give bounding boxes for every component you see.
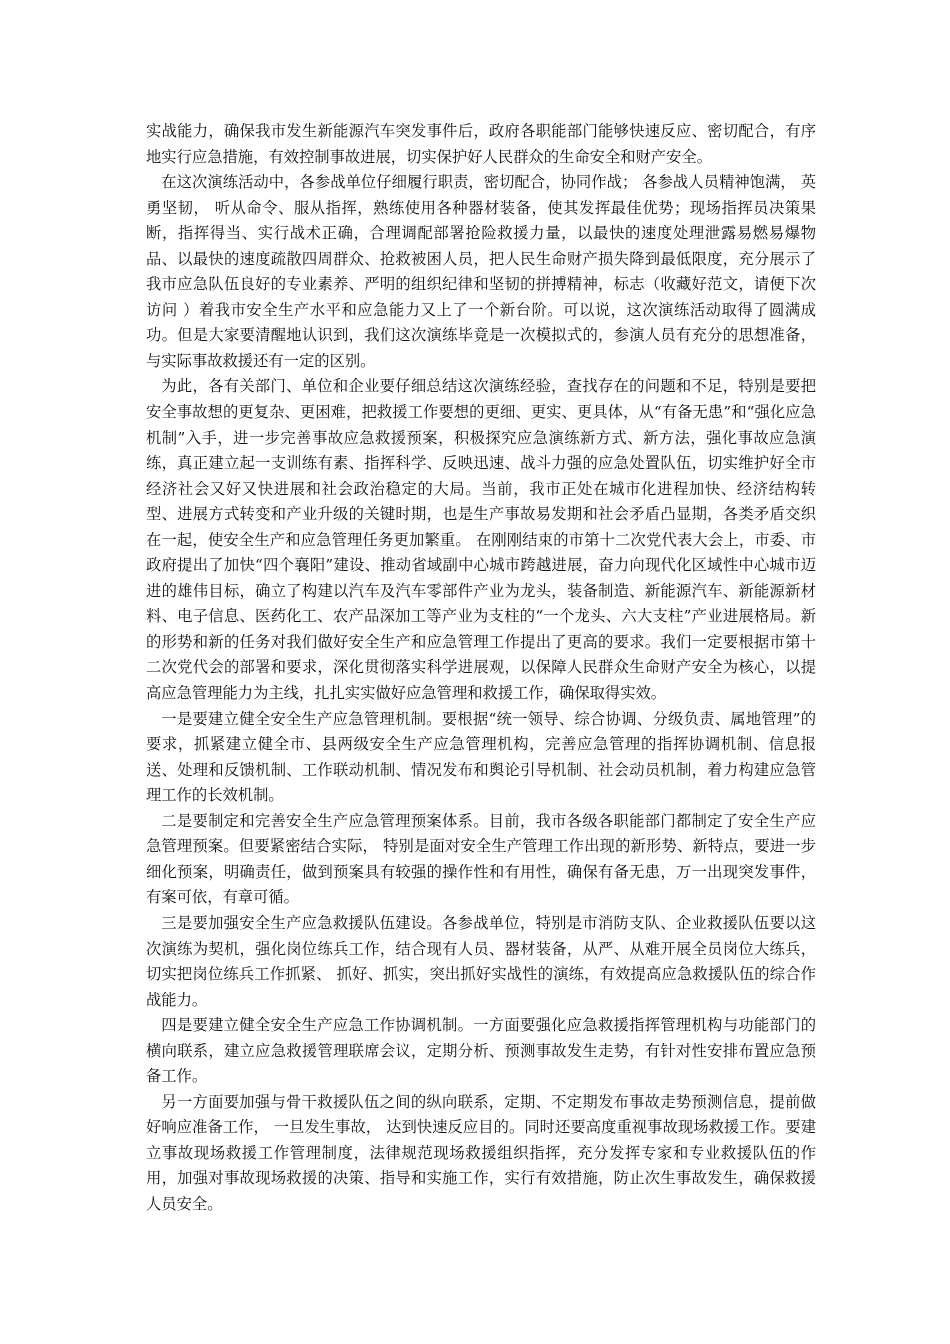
paragraph-7: 四是要建立健全安全生产应急工作协调机制。一方面要强化应急救援指挥管理机构与功能部门的横向联系，建立应急救援管理联席会议，定期分析、预测事故发生走势，有针对性安排布置应急预备工作。 — [146, 1016, 816, 1086]
paragraph-3: 为此，各有关部门、单位和企业要仔细总结这次演练经验，查找存在的问题和不足，特别是要把安全事故想的更复杂、更困难，把救援工作要想的更细、更实、更具体，从“有备无患”和“强化应急机制”入手，进一步完善事故应急救援预案，积极探究应急演练新方式、新方法，强化事故应急演练，真正建立起一支训练有素、指挥科学、反映迅速、战斗力强的应急处置队伍，切实维护好全市经济社会又好又快进展和社会政治稳定的大局。当前，我市正处在城市化进程加快、经济结构转型、进展方式转变和产业升级的关键时期，也是生产事故易发期和社会矛盾凸显期，各类矛盾交织在一起，使安全生产和应急管理任务更加繁重。 在刚刚结束的市第十二次党代表大会上，市委、市政府提出了加快“四个襄阳”建设、推动省域副中心城市跨越进展，奋力向现代化区域性中心城市迈进的雄伟目标，确立了构建以汽车及汽车零部件产业为龙头，装备制造、新能源汽车、新能源新材料、电子信息、医药化工、农产品深加工等产业为支柱的“一个龙头、六大支柱”产业进展格局。新的形势和新的任务对我们做好安全生产和应急管理工作提出了更高的要求。我们一定要根据市第十二次党代会的部署和要求，深化贯彻落实科学进展观，以保障人民群众生命财产安全为核心，以提高应急管理能力为主线，扎扎实实做好应急管理和救援工作，确保取得实效。 — [146, 377, 816, 703]
paragraph-1: 实战能力，确保我市发生新能源汽车突发事件后，政府各职能部门能够快速反应、密切配合，有序地实行应急措施，有效控制事故进展，切实保护好人民群众的生命安全和财产安全。 — [146, 122, 816, 166]
paragraph-8: 另一方面要加强与骨干救援队伍之间的纵向联系，定期、不定期发布事故走势预测信息，提前做好响应准备工作， 一旦发生事故， 达到快速反应目的。同时还要高度重视事故现场救援工作。要建立事故现场救援工作管理制度，法律规范现场救援组织指挥，充分发挥专家和专业救援队伍的作用，加强对事故现场救援的决策、指导和实施工作，实行有效措施，防止次生事故发生，确保救援人员安全。 — [146, 1092, 816, 1213]
paragraph-2: 在这次演练活动中，各参战单位仔细履行职责，密切配合，协同作战； 各参战人员精神饱满， 英勇坚韧， 听从命令、服从指挥，熟练使用各种器材装备，使其发挥最佳优势；现场指挥员决策果断，指挥得当、实行战术正确，合理调配部署抢险救援力量，以最快的速度处理泄露易燃易爆物品、以最快的速度疏散四周群众、抢救被困人员，把人民生命财产损失降到最低限度，充分展示了我市应急队伍良好的专业素养、严明的组织纪律和坚韧的拼搏精神，标志（收藏好范文，请便下次访问 ）着我市安全生产水平和应急能力又上了一个新台阶。可以说，这次演练活动取得了圆满成功。但是大家要清醒地认识到，我们这次演练毕竟是一次模拟式的，参演人员有充分的思想准备，与实际事故救援还有一定的区别。 — [146, 173, 816, 370]
paragraph-6: 三是要加强安全生产应急救援队伍建设。各参战单位，特别是市消防支队、企业救援队伍要以这次演练为契机，强化岗位练兵工作，结合现有人员、器材装备，从严、从难开展全员岗位大练兵， 切实把岗位练兵工作抓紧、 抓好、抓实，突出抓好实战性的演练，有效提高应急救援队伍的综合作战能力。 — [146, 913, 816, 1009]
paragraph-4: 一是要建立健全安全生产应急管理机制。要根据“统一领导、综合协调、分级负责、属地管理”的要求，抓紧建立健全市、县两级安全生产应急管理机构，完善应急管理的指挥协调机制、信息报送、处理和反馈机制、工作联动机制、情况发布和舆论引导机制、社会动员机制，着力构建应急管理工作的长效机制。 — [146, 709, 816, 805]
document-body — [146, 119, 816, 1218]
paragraph-5: 二是要制定和完善安全生产应急管理预案体系。目前，我市各级各职能部门都制定了安全生产应急管理预案。但要紧密结合实际， 特别是面对安全生产管理工作出现的新形势、新特点，要进一步细化预案，明确责任，做到预案具有较强的操作性和有用性，确保有备无患，万一出现突发事件，有案可依，有章可循。 — [146, 811, 816, 907]
